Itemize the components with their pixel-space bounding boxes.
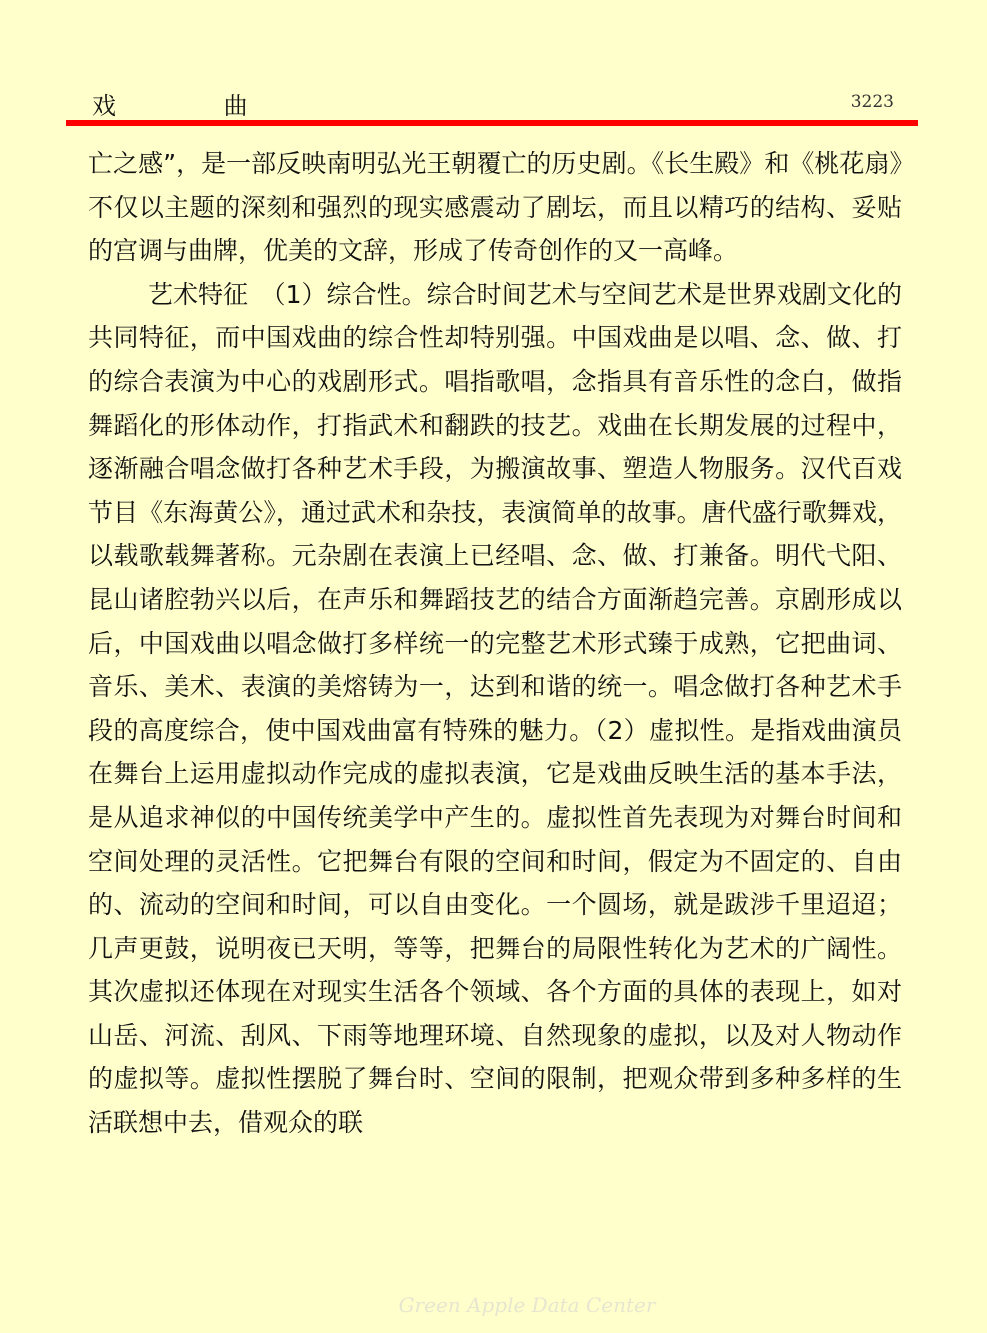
watermark: Green Apple Data Center bbox=[398, 1293, 656, 1317]
page-number: 3223 bbox=[850, 92, 894, 112]
running-title: 戏 曲 bbox=[92, 92, 298, 120]
page-header bbox=[92, 82, 898, 120]
body-text bbox=[88, 142, 902, 1145]
paragraph: 艺术特征 （1）综合性。综合时间艺术与空间艺术是世界戏剧文化的共同特征，而中国戏曲的综合性却特别强。中国戏曲是以唱、念、做、打的综合表演为中心的戏剧形式。唱指歌唱，念指具有音乐性的念白，做指舞蹈化的形体动作，打指武术和翻跌的技艺。戏曲在长期发展的过程中，逐渐融合唱念做打各种艺术手段，为搬演故事、塑造人物服务。汉代百戏节目《东海黄公》，通过武术和杂技，表演简单的故事。唐代盛行歌舞戏，以载歌载舞著称。元杂剧在表演上已经唱、念、做、打兼备。明代弋阳、昆山诸腔勃兴以后，在声乐和舞蹈技艺的结合方面渐趋完善。京剧形成以后，中国戏曲以唱念做打多样统一的完整艺术形式臻于成熟，它把曲词、音乐、美术、表演的美熔铸为一，达到和谐的统一。唱念做打各种艺术手段的高度综合，使中国戏曲富有特殊的魅力。（2）虚拟性。是指戏曲演员在舞台上运用虚拟动作完成的虚拟表演，它是戏曲反映生活的基本手法，是从追求神似的中国传统美学中产生的。虚拟性首先表现为对舞台时间和空间处理的灵活性。它把舞台有限的空间和时间，假定为不固定的、自由的、流动的空间和时间，可以自由变化。一个圆场，就是跋涉千里迢迢；几声更鼓，说明夜已天明，等等，把舞台的局限性转化为艺术的广阔性。其次虚拟还体现在对现实生活各个领域、各个方面的具体的表现上，如对山岳、河流、刮风、下雨等地理环境、自然现象的虚拟，以及对人物动作的虚拟等。虚拟性摆脱了舞台时、空间的限制，把观众带到多种多样的生活联想中去，借观众的联 bbox=[88, 279, 902, 1138]
header-rule bbox=[66, 120, 918, 126]
paragraph: 亡之感”，是一部反映南明弘光王朝覆亡的历史剧。《长生殿》和《桃花扇》不仅以主题的深刻和强烈的现实感震动了剧坛，而且以精巧的结构、妥贴的宫调与曲牌，优美的文辞，形成了传奇创作的又一高峰。 bbox=[88, 149, 902, 266]
